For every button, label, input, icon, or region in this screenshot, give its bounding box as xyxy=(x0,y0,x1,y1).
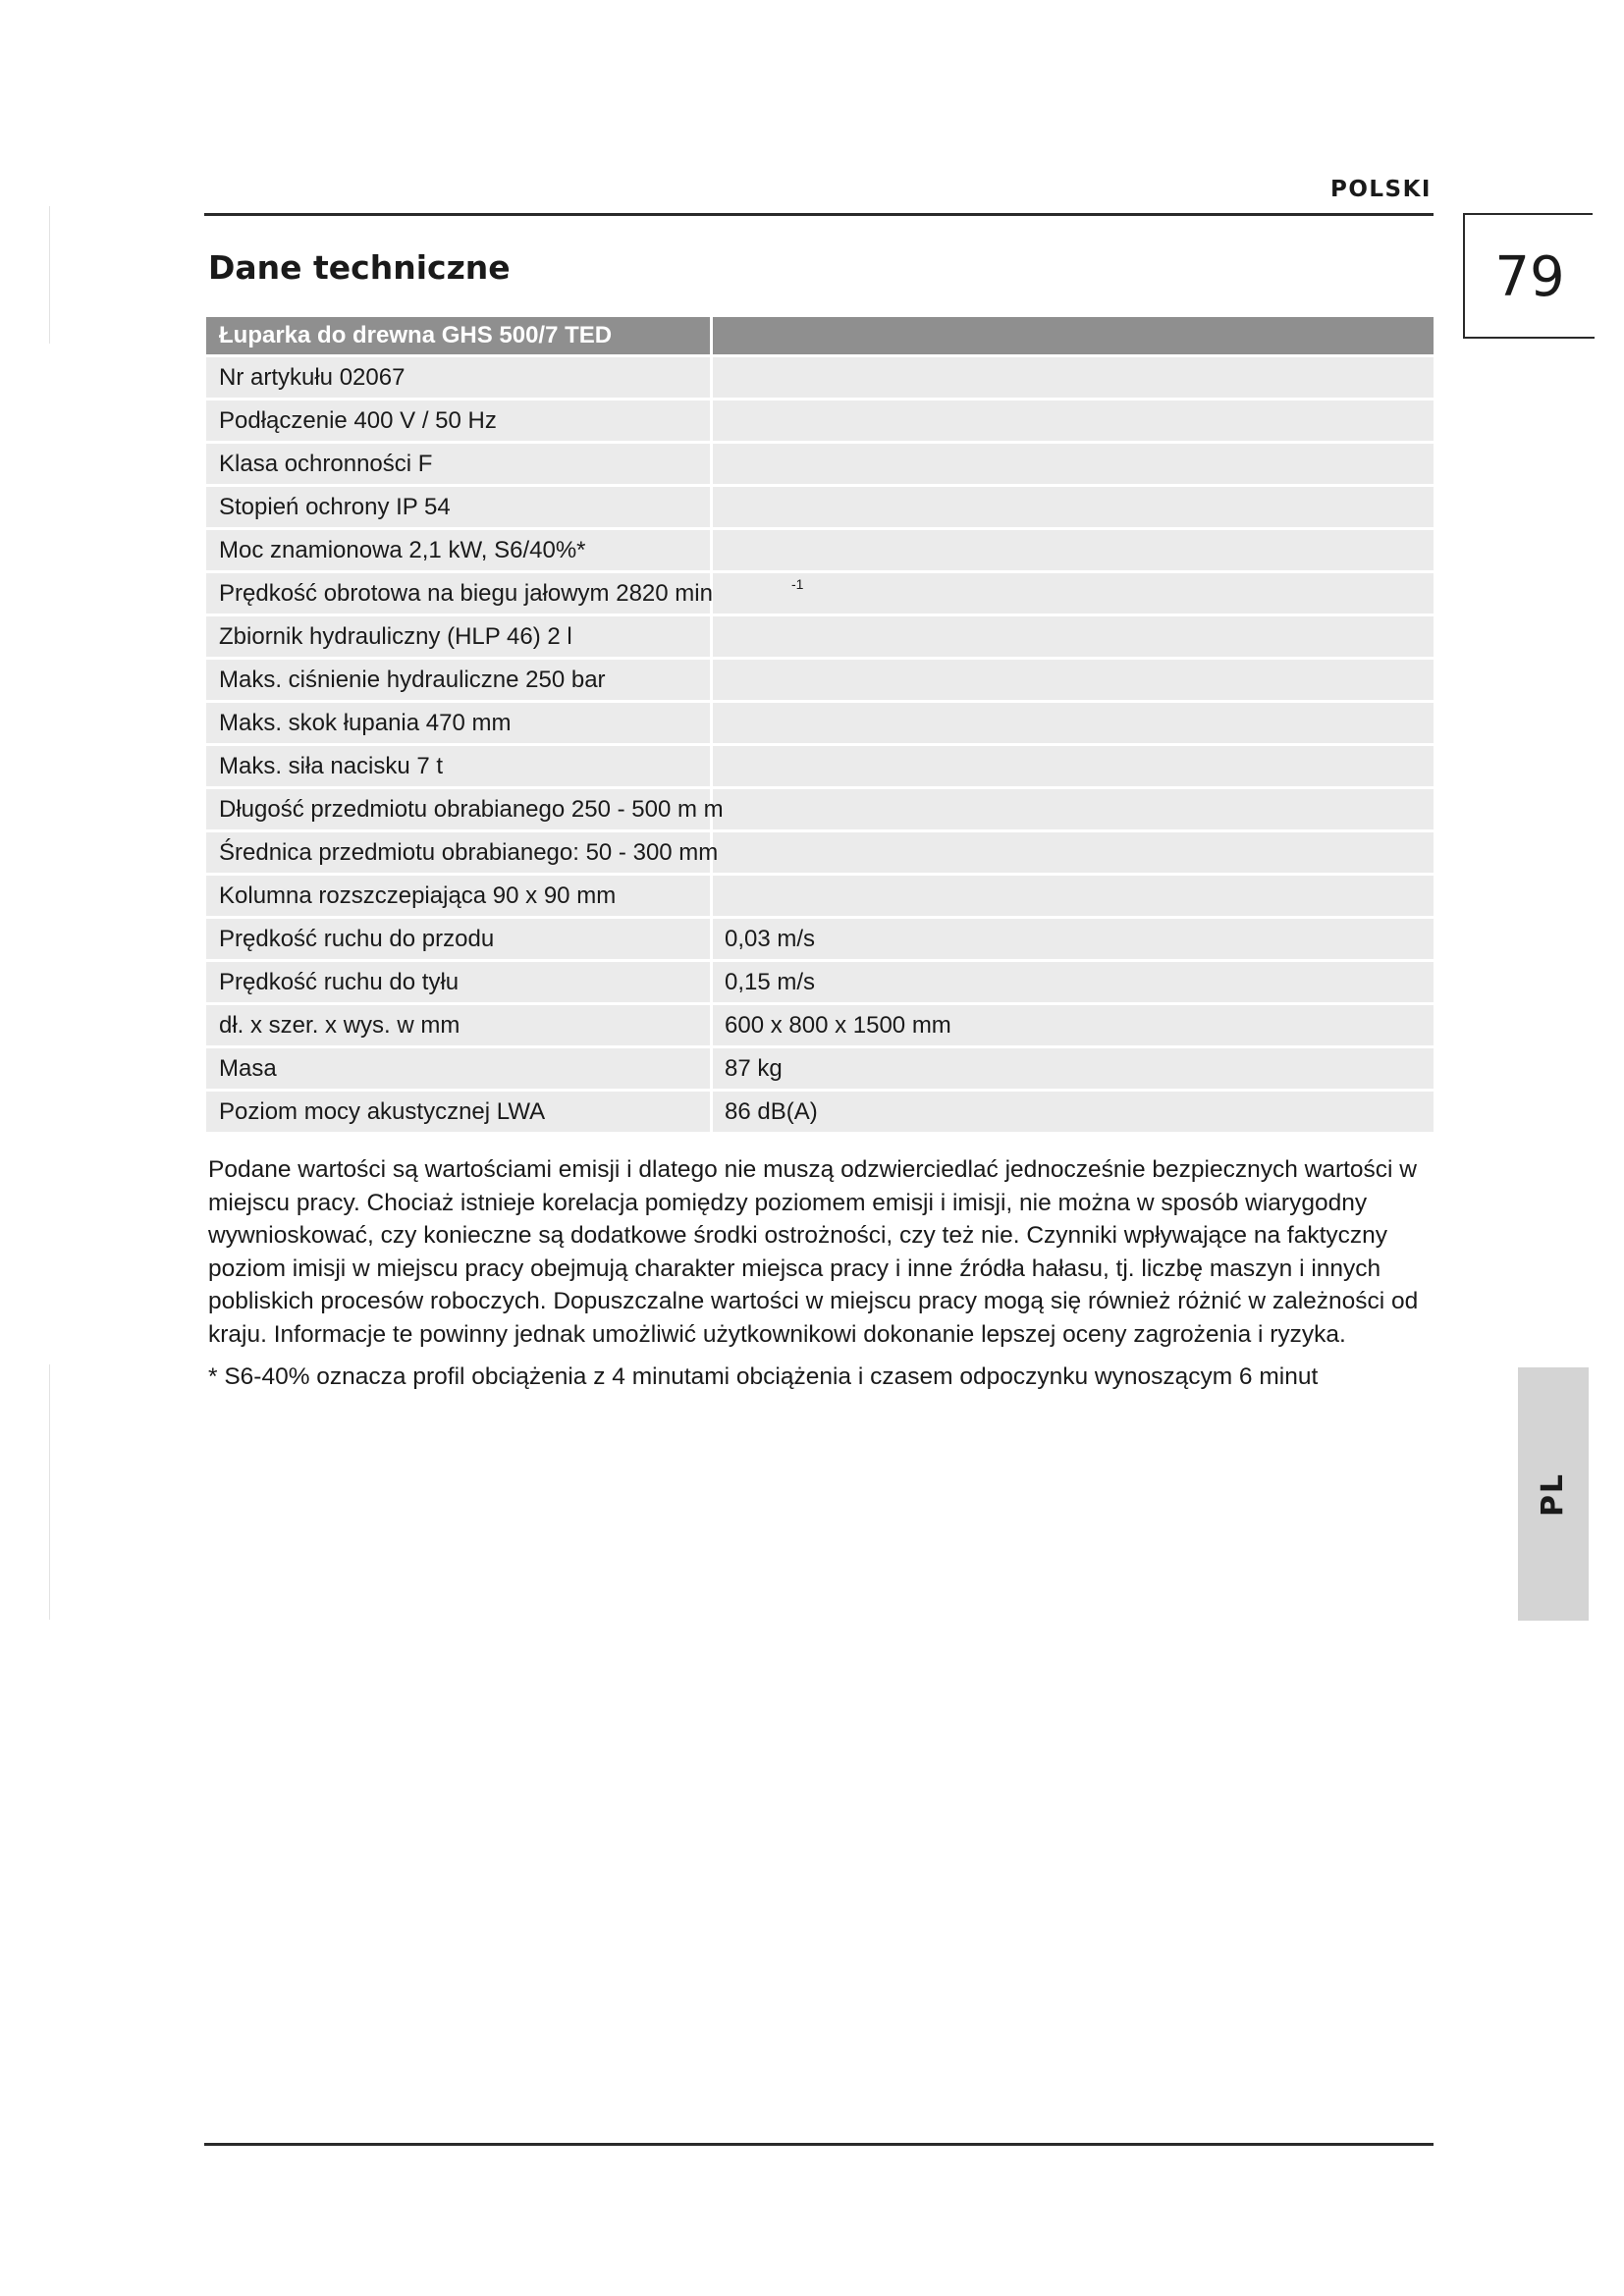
spec-label-cell xyxy=(206,530,713,570)
spec-value-cell xyxy=(713,876,1434,916)
spec-table xyxy=(206,314,1434,1135)
spec-table-row xyxy=(206,616,1434,657)
spec-label-cell xyxy=(206,660,713,700)
page-number: 79 xyxy=(1494,245,1565,309)
spec-label-cell xyxy=(206,1005,713,1045)
spec-label-cell xyxy=(206,400,713,441)
notes-paragraph: Podane wartości są wartościami emisji i dlatego nie muszą odzwierciedlać jednocześnie bezpiecznych wartości w miejscu pracy. Chociaż istnieje korelacja pomiędzy poziomem emisji i imisji, nie można w sposób wiarygodny wywnioskować, czy konieczne są dodatkowe środki ostrożności, czy też nie. Czynniki wpływające na faktyczny poziom imisji w miejscu pracy obejmują charakter miejsca pracy i inne źródła hałasu, tj. liczbę maszyn i innych pobliskich procesów roboczych. Dopuszczalne wartości w miejscu pracy mogą się również różnić w zależności od kraju. Informacje te powinny jednak umożliwić użytkownikowi dokonanie lepszej oceny zagrożenia i ryzyka. xyxy=(208,1156,1419,1348)
spec-label: Prędkość obrotowa na biegu jałowym 2820 min xyxy=(219,579,713,607)
spec-table-row xyxy=(206,1005,1434,1045)
spec-label: Nr artykułu 02067 xyxy=(219,363,406,391)
spec-label-cell xyxy=(206,919,713,959)
spec-label-cell xyxy=(206,746,713,786)
spec-label: Prędkość ruchu do przodu xyxy=(219,925,495,952)
spec-label-cell xyxy=(206,616,713,657)
spec-value-cell xyxy=(713,789,1434,829)
spec-value-cell xyxy=(713,660,1434,700)
spec-label: Poziom mocy akustycznej LWA xyxy=(219,1097,546,1125)
spec-label: Moc znamionowa 2,1 kW, S6/40%* xyxy=(219,536,586,563)
spec-value-cell: 87 kg xyxy=(713,1048,1434,1089)
spec-table-header-row xyxy=(206,317,1434,354)
spec-value-cell xyxy=(713,444,1434,484)
spec-table-row xyxy=(206,1048,1434,1089)
spec-table-row xyxy=(206,357,1434,398)
spec-table-row xyxy=(206,660,1434,700)
header-language-label: POLSKI xyxy=(1329,177,1432,202)
spec-label: Masa xyxy=(219,1054,277,1082)
spec-table-header-cell: Łuparka do drewna GHS 500/7 TED xyxy=(206,317,713,354)
spec-value-cell xyxy=(713,616,1434,657)
notes-section xyxy=(208,1153,1435,1394)
header-rule xyxy=(204,213,1434,216)
spec-label: Średnica przedmiotu obrabianego: 50 - 300 mm xyxy=(219,838,719,866)
spec-label-cell xyxy=(206,357,713,398)
scan-margin-line xyxy=(49,206,50,344)
footnote: * S6-40% oznacza profil obciążenia z 4 minutami obciążenia i czasem odpoczynku wynoszącym 6 minut xyxy=(208,1363,1319,1390)
spec-label: Kolumna rozszczepiająca 90 x 90 mm xyxy=(219,881,617,909)
spec-label-cell xyxy=(206,1092,713,1132)
spec-label: Prędkość ruchu do tyłu xyxy=(219,968,460,995)
spec-value-cell: 0,15 m/s xyxy=(713,962,1434,1002)
spec-label: Maks. skok łupania 470 mm xyxy=(219,709,512,736)
spec-label-cell xyxy=(206,1048,713,1089)
spec-table-row xyxy=(206,832,1434,873)
section-title: Dane techniczne xyxy=(208,248,511,287)
scan-margin-line xyxy=(49,1364,50,1620)
spec-label: Długość przedmiotu obrabianego 250 - 500 m m xyxy=(219,795,724,823)
spec-label-cell xyxy=(206,487,713,527)
spec-table-row xyxy=(206,876,1434,916)
footer-rule xyxy=(204,2143,1434,2146)
spec-value-cell xyxy=(713,487,1434,527)
spec-table-header-empty-cell xyxy=(713,317,1434,354)
language-side-tab xyxy=(1518,1367,1589,1621)
spec-table-row xyxy=(206,919,1434,959)
spec-table-row xyxy=(206,962,1434,1002)
spec-label: Maks. ciśnienie hydrauliczne 250 bar xyxy=(219,666,606,693)
spec-label-cell xyxy=(206,703,713,743)
spec-value-cell xyxy=(713,573,1434,614)
spec-label: Klasa ochronności F xyxy=(219,450,433,477)
spec-label-cell xyxy=(206,444,713,484)
spec-table-row xyxy=(206,487,1434,527)
spec-table-row xyxy=(206,703,1434,743)
spec-label-superscript: -1 xyxy=(790,575,804,592)
spec-label-cell xyxy=(206,789,724,829)
spec-value-cell xyxy=(713,746,1434,786)
spec-label-cell xyxy=(206,876,713,916)
spec-value-cell xyxy=(713,530,1434,570)
spec-label: Stopień ochrony IP 54 xyxy=(219,493,451,520)
spec-table-row xyxy=(206,530,1434,570)
spec-table-row xyxy=(206,400,1434,441)
spec-value-cell: 600 x 800 x 1500 mm xyxy=(713,1005,1434,1045)
spec-table-row xyxy=(206,1092,1434,1132)
language-side-tab-label: PL xyxy=(1536,1471,1571,1517)
spec-value-cell: 86 dB(A) xyxy=(713,1092,1434,1132)
spec-value-cell xyxy=(713,832,1434,873)
spec-label-cell xyxy=(206,832,719,873)
spec-table-row xyxy=(206,573,1434,614)
spec-label: dł. x szer. x wys. w mm xyxy=(219,1011,460,1039)
spec-value-cell xyxy=(713,400,1434,441)
spec-table-row xyxy=(206,789,1434,829)
page-number-box xyxy=(1463,214,1595,339)
spec-value-cell xyxy=(713,357,1434,398)
spec-value-cell: 0,03 m/s xyxy=(713,919,1434,959)
spec-label-cell xyxy=(206,962,713,1002)
spec-table-row xyxy=(206,746,1434,786)
spec-label-cell xyxy=(206,573,804,614)
spec-label: Maks. siła nacisku 7 t xyxy=(219,752,444,779)
spec-value-cell xyxy=(713,703,1434,743)
spec-label: Podłączenie 400 V / 50 Hz xyxy=(219,406,497,434)
spec-table-row xyxy=(206,444,1434,484)
spec-label: Zbiornik hydrauliczny (HLP 46) 2 l xyxy=(219,622,572,650)
